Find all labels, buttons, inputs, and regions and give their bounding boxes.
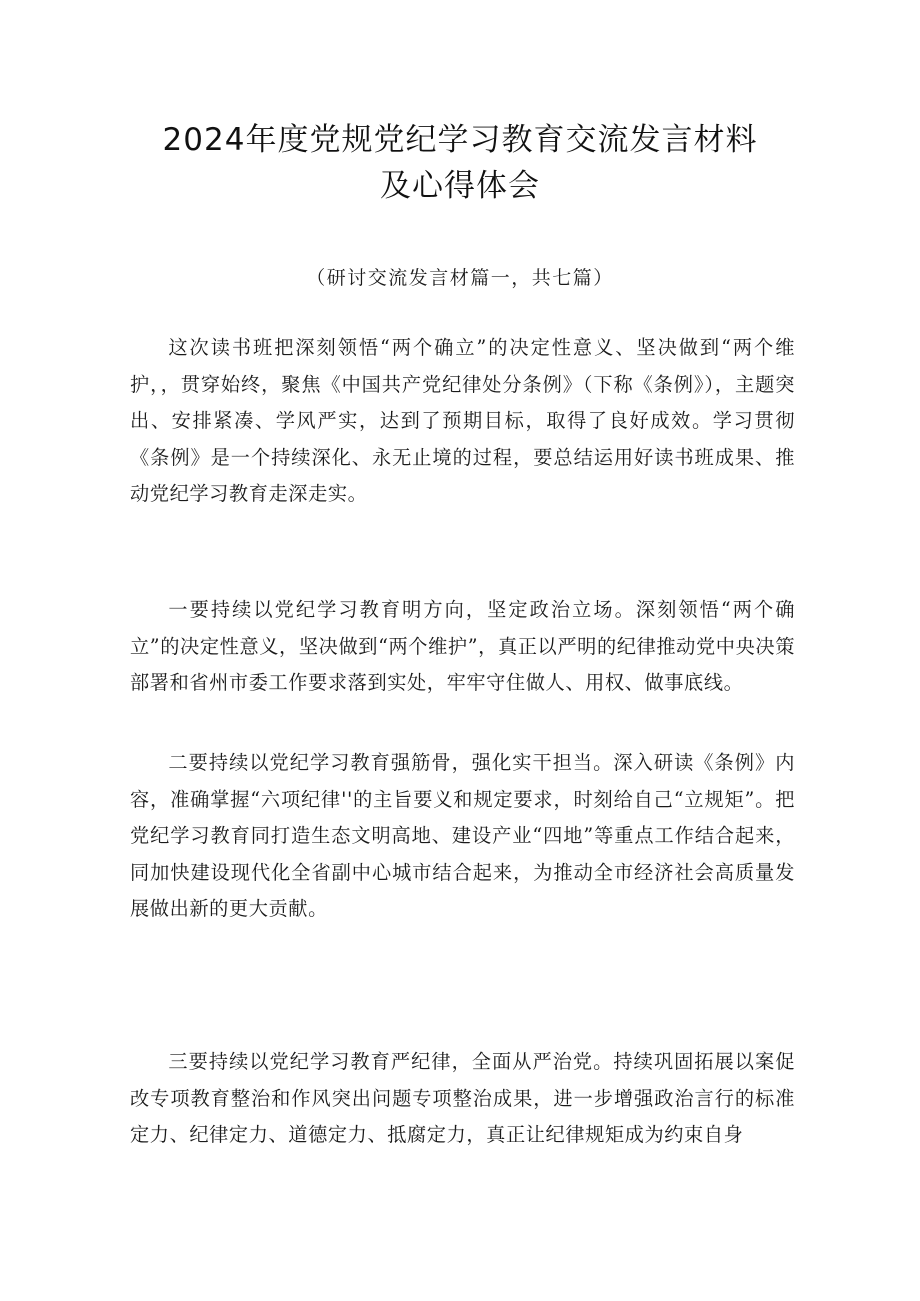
document-title-line-1: 2024年度党规党纪学习教育交流发言材料 [162,122,758,158]
paragraph-point-one: 一要持续以党纪学习教育明方向，坚定政治立场。深刻领悟“两个确立”的决定性意义，坚决做到“两个维护”，真正以严明的纪律推动党中央决策部署和省州市委工作要求落到实处，牢牢守住做人、用权、做事底线。 [130,598,795,695]
paragraph-point-three: 三要持续以党纪学习教育严纪律，全面从严治党。持续巩固拓展以案促改专项教育整治和作风突出问题专项整治成果，进一步增强政治言行的标准定力、纪律定力、道德定力、抵腐定力，真正让纪律规矩成为约束自身 [130,1050,795,1147]
paragraph-point-two: 二要持续以党纪学习教育强筋骨，强化实干担当。深入研读《条例》内容，准确掌握“六项纪律''的主旨要义和规定要求，时刻给自己“立规矩”。把党纪学习教育同打造生态文明高地、建设产业“四地”等重点工作结合起来，同加快建设现代化全省副中心城市结合起来，为推动全市经济社会高质量发展做出新的更大贡献。 [130,751,795,921]
document-title-line-2: 及心得体会 [380,168,540,204]
document-subtitle: （研讨交流发言材篇一，共七篇） [306,267,614,289]
paragraph-intro: 这次读书班把深刻领悟“两个确立”的决定性意义、坚决做到“两个维护，，贯穿始终，聚焦《中国共产党纪律处分条例》（下称《条例》），主题突出、安排紧凑、学风严实，达到了预期目标，取得了良好成效。学习贯彻《条例》是一个持续深化、永无止境的过程，要总结运用好读书班成果、推动党纪学习教育走深走实。 [130,336,795,506]
